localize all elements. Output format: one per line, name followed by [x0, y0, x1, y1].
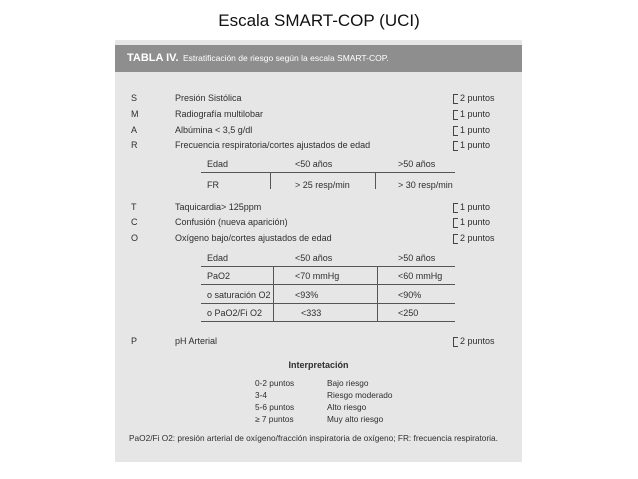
sub1-cell: > 30 resp/min [398, 180, 453, 190]
smartcop-table [115, 40, 522, 462]
interpretation-title: Interpretación [288, 360, 349, 370]
row-item: Albúmina < 3,5 g/dl [175, 125, 253, 135]
footnote: PaO2/Fi O2: presión arterial de oxígeno/fracción inspiratoria de oxígeno; FR: frecuencia respiratoria. [129, 433, 498, 443]
checkbox-icon [453, 110, 458, 120]
row-points: 1 punto [460, 109, 491, 119]
divider [375, 173, 376, 189]
checkbox-icon [453, 94, 458, 104]
row-points: 2 puntos [460, 233, 495, 243]
divider [201, 172, 455, 173]
row-letter: R [131, 140, 138, 150]
slide-title: Escala SMART-COP (UCI) [218, 11, 420, 30]
table-header [115, 45, 522, 72]
sub1-header: >50 años [398, 159, 436, 169]
sub1-header: Edad [207, 159, 229, 169]
interp-range: ≥ 7 puntos [255, 414, 294, 424]
sub2-cell: <70 mmHg [295, 271, 340, 281]
checkbox-icon [453, 203, 458, 213]
divider [273, 267, 274, 321]
sub2-header: >50 años [398, 253, 436, 263]
row-item: Presión Sistólica [175, 93, 242, 103]
divider [201, 321, 455, 322]
row-points: 1 punto [460, 140, 491, 150]
divider [201, 303, 455, 304]
interp-range: 5-6 puntos [255, 402, 295, 412]
interp-risk: Muy alto riesgo [327, 414, 384, 424]
sub1-cell: FR [207, 180, 219, 190]
row-item: Taquicardia> 125ppm [175, 202, 262, 212]
interp-risk: Alto riesgo [327, 402, 367, 412]
row-letter: T [131, 202, 137, 212]
checkbox-icon [453, 126, 458, 136]
sub2-cell: <93% [295, 290, 319, 300]
sub2-cell: <250 [398, 308, 419, 318]
interp-risk: Bajo riesgo [327, 378, 369, 388]
row-points: 1 punto [460, 217, 491, 227]
row-letter: M [131, 109, 139, 119]
table-number: TABLA IV. [127, 52, 179, 64]
row-item: Confusión (nueva aparición) [175, 217, 288, 227]
sub2-cell: o PaO2/Fi O2 [207, 308, 263, 318]
row-item: Oxígeno bajo/cortes ajustados de edad [175, 233, 332, 243]
row-points: 2 puntos [460, 336, 495, 346]
sub2-header: Edad [207, 253, 229, 263]
sub2-cell: o saturación O2 [207, 290, 271, 300]
row-item: pH Arterial [175, 336, 218, 346]
interp-range: 0-2 puntos [255, 378, 295, 388]
row-points: 1 punto [460, 202, 491, 212]
row-letter: C [131, 217, 138, 227]
row-letter: P [131, 336, 138, 346]
divider [270, 173, 271, 189]
row-item: Radiografía multilobar [175, 109, 264, 119]
row-letter: A [131, 125, 138, 135]
table-caption: Estratificación de riesgo según la escala SMART-COP. [183, 53, 389, 63]
row-letter: S [131, 93, 138, 103]
divider [201, 266, 455, 267]
interp-range: 3-4 [255, 390, 267, 400]
checkbox-icon [453, 234, 458, 244]
sub2-cell: <90% [398, 290, 422, 300]
checkbox-icon [453, 141, 458, 151]
divider [201, 284, 455, 285]
sub2-cell: <60 mmHg [398, 271, 443, 281]
sub2-cell: PaO2 [207, 271, 231, 281]
divider [377, 267, 378, 321]
row-item: Frecuencia respiratoria/cortes ajustados de edad [175, 140, 371, 150]
row-letter: O [131, 233, 139, 243]
row-points: 2 puntos [460, 93, 495, 103]
sub1-cell: > 25 resp/min [295, 180, 350, 190]
sub2-cell: <333 [301, 308, 322, 318]
sub2-header: <50 años [295, 253, 333, 263]
checkbox-icon [453, 218, 458, 228]
row-points: 1 punto [460, 125, 491, 135]
sub1-header: <50 años [295, 159, 333, 169]
interp-risk: Riesgo moderado [327, 390, 393, 400]
checkbox-icon [453, 337, 458, 347]
